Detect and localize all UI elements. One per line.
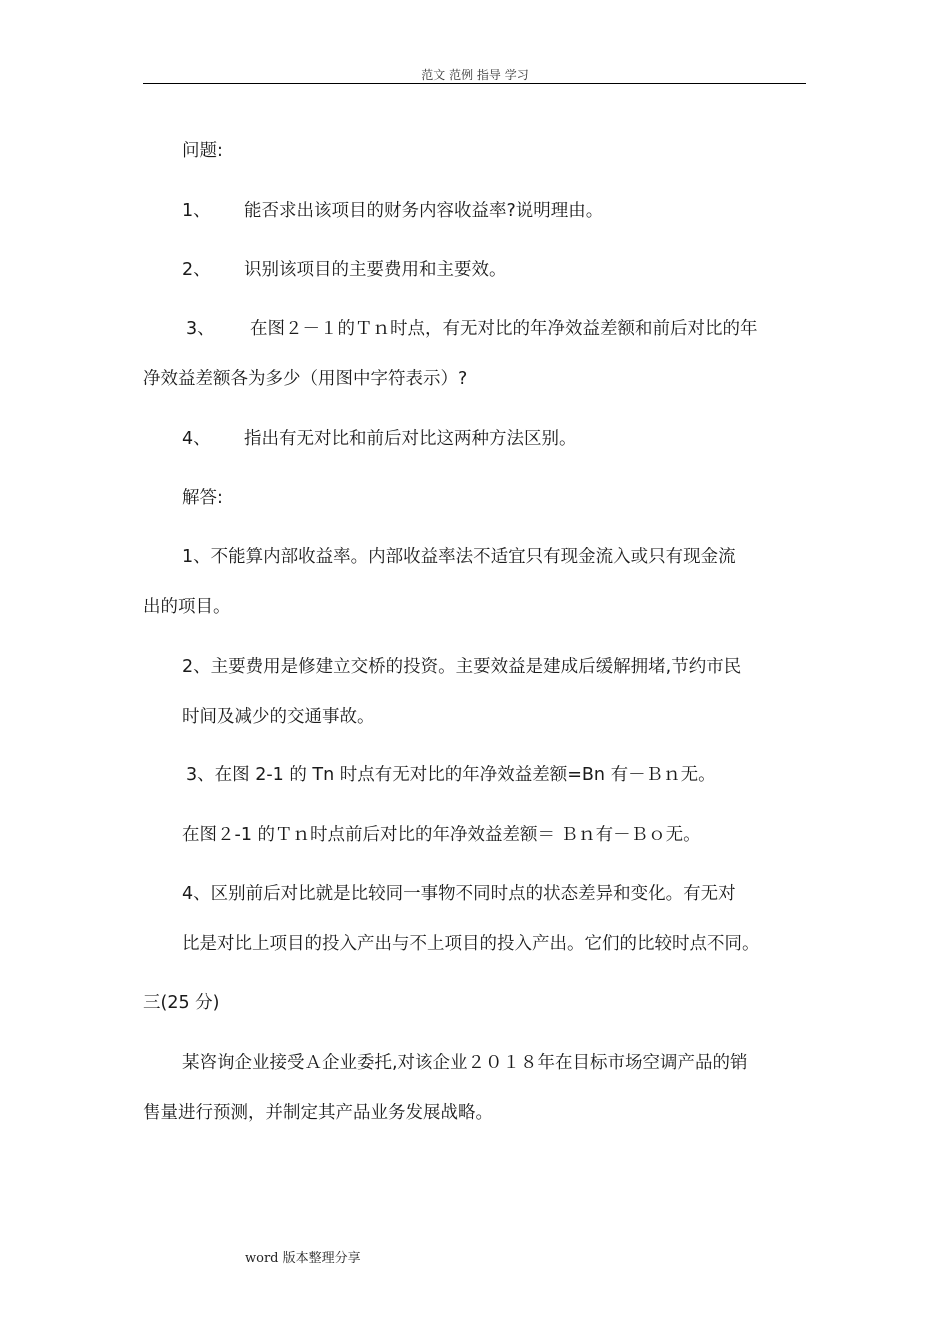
answer-2-line1: 2、主要费用是修建立交桥的投资。主要效益是建成后缓解拥堵,节约市民 xyxy=(182,657,742,677)
answer-2-line2: 时间及减少的交通事故。 xyxy=(182,707,375,727)
answers-heading: 解答: xyxy=(182,488,223,508)
answer-4-line1: 4、区别前后对比就是比较同一事物不同时点的状态差异和变化。有无对 xyxy=(182,884,736,904)
questions-heading: 问题: xyxy=(182,141,223,161)
answer-3-line1: 3、在图 2-1 的 Tn 时点有无对比的年净效益差额=Bn 有－Ｂｎ无。 xyxy=(186,765,716,785)
question-3-text-line2: 净效益差额各为多少（用图中字符表示）? xyxy=(143,369,468,389)
section-3-intro-line2: 售量进行预测，并制定其产品业务发展战略。 xyxy=(143,1103,493,1123)
question-4-text: 指出有无对比和前后对比这两种方法区别。 xyxy=(244,429,577,449)
answer-4-line2: 比是对比上项目的投入产出与不上项目的投入产出。它们的比较时点不同。 xyxy=(182,934,760,954)
question-4-number: 4、 xyxy=(182,429,211,449)
question-3-number: 3、 xyxy=(186,319,215,339)
page-footer: word 版本整理分享 xyxy=(245,1251,361,1266)
question-1-text: 能否求出该项目的财务内容收益率?说明理由。 xyxy=(244,201,604,221)
answer-1-line1: 1、不能算内部收益率。内部收益率法不适宜只有现金流入或只有现金流 xyxy=(182,547,736,567)
answer-1-line2: 出的项目。 xyxy=(143,597,231,617)
question-2-number: 2、 xyxy=(182,260,211,280)
answer-3-line2: 在图２-1 的Ｔｎ时点前后对比的年净效益差额＝ Ｂｎ有－Ｂｏ无。 xyxy=(182,825,701,845)
section-3-heading: 三(25 分) xyxy=(143,993,220,1013)
question-2-text: 识别该项目的主要费用和主要效。 xyxy=(244,260,507,280)
page-header: 范文 范例 指导 学习 xyxy=(421,68,529,82)
question-3-text-line1: 在图２－１的Ｔｎ时点，有无对比的年净效益差额和前后对比的年 xyxy=(250,319,758,339)
question-1-number: 1、 xyxy=(182,201,211,221)
header-divider xyxy=(143,83,806,84)
section-3-intro-line1: 某咨询企业接受Ａ企业委托,对该企业２０１８年在目标市场空调产品的销 xyxy=(182,1053,748,1073)
